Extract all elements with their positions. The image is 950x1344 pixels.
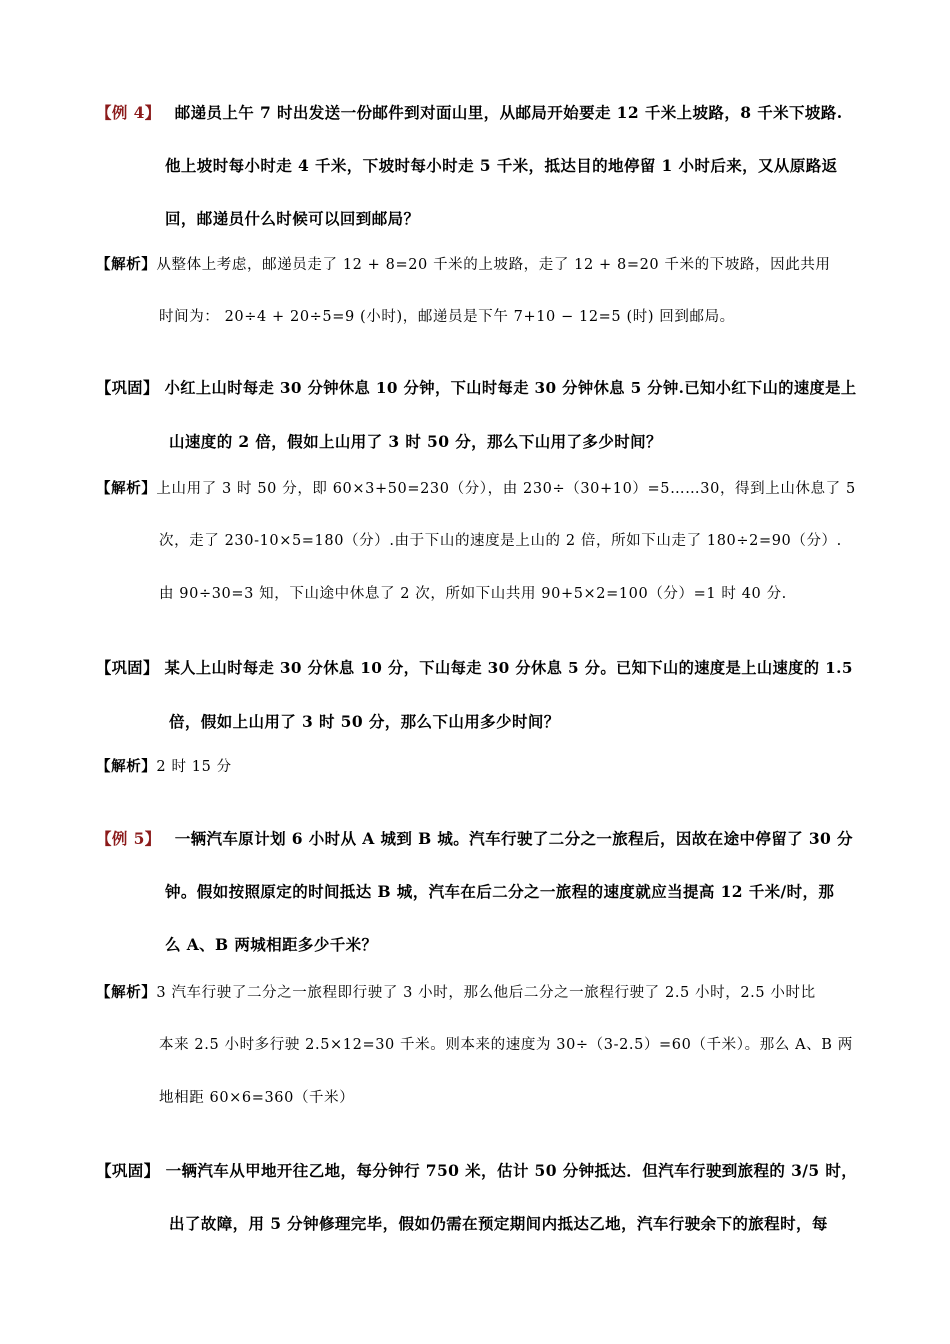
solution-2 xyxy=(96,462,864,621)
solution-line xyxy=(96,966,864,1019)
question-text: 邮递员上午 7 时出发送一份邮件到对面山里，从邮局开始要走 12 千米上坡路，8 千米下坡路. xyxy=(174,103,843,122)
solution-text: 3 汽车行驶了二分之一旅程即行驶了 3 小时，那么他后二分之一旅程行驶了 2.5 小时，2.5 小时比 xyxy=(156,985,816,1001)
question-line xyxy=(96,812,864,865)
practice-tag: 【巩固】 xyxy=(96,659,159,677)
solution-line: 由 90÷30=3 知，下山途中休息了 2 次，所如下山共用 90+5×2=100（分）=1 时 40 分. xyxy=(159,586,787,602)
solution-tag: 【解析】 xyxy=(96,758,157,775)
solution-4 xyxy=(96,966,864,1125)
question-text: 某人上山时每走 30 分休息 10 分，下山每走 30 分休息 5 分。已知下山的速度是上山速度的 1.5 xyxy=(164,659,853,677)
question-line: 回，邮递员什么时候可以回到邮局？ xyxy=(165,209,420,228)
solution-tag: 【解析】 xyxy=(96,480,157,497)
solution-text: 从整体上考虑，邮递员走了 12 + 8=20 千米的上坡路，走了 12 + 8=20 千米的下坡路，因此共用 xyxy=(156,257,831,273)
practice-tag: 【巩固】 xyxy=(96,379,159,397)
question-text: 一辆汽车从甲地开往乙地，每分钟行 750 米，估计 50 分钟抵达．但汽车行驶到旅程的 3/5 时， xyxy=(165,1161,858,1180)
question-text: 小红上山时每走 30 分钟休息 10 分钟，下山时每走 30 分钟休息 5 分钟.已知小红下山的速度是上 xyxy=(164,379,857,397)
solution-line: 时间为： 20÷4 + 20÷5=9 (小时)，邮递员是下午 7+10 − 12=5 (时) 回到邮局。 xyxy=(159,309,735,325)
solution-3 xyxy=(96,740,864,793)
example-tag: 【例 5】 xyxy=(96,829,161,848)
question-line xyxy=(96,1144,864,1197)
solution-1 xyxy=(96,238,864,344)
question-line xyxy=(96,362,864,415)
question-text: 一辆汽车原计划 6 小时从 A 城到 B 城。汽车行驶了二分之一旅程后，因故在途中停留了 30 分 xyxy=(174,829,853,848)
solution-line xyxy=(96,462,864,515)
practice-tag: 【巩固】 xyxy=(96,1161,160,1180)
solution-line xyxy=(96,740,864,793)
solution-line xyxy=(96,238,864,291)
question-line: 么 A、B 两城相距多少千米？ xyxy=(165,935,378,954)
solution-tag: 【解析】 xyxy=(96,256,157,273)
practice-1 xyxy=(96,362,864,468)
solution-text: 上山用了 3 时 50 分，即 60×3+50=230（分），由 230÷（30+10）=5……30，得到上山休息了 5 xyxy=(156,481,856,497)
question-line: 倍，假如上山用了 3 时 50 分，那么下山用多少时间？ xyxy=(169,712,560,731)
question-line xyxy=(96,642,864,695)
question-line: 出了故障，用 5 分钟修理完毕，假如仍需在预定期间内抵达乙地，汽车行驶余下的旅程时，每 xyxy=(169,1214,828,1233)
question-line: 钟。假如按照原定的时间抵达 B 城，汽车在后二分之一旅程的速度就应当提高 12 千米/时，那 xyxy=(165,882,835,901)
practice-3 xyxy=(96,1144,864,1250)
solution-text: 2 时 15 分 xyxy=(156,759,232,775)
question-line: 他上坡时每小时走 4 千米，下坡时每小时走 5 千米，抵达目的地停留 1 小时后来，又从原路返 xyxy=(165,156,838,175)
example-5 xyxy=(96,812,864,971)
question-line: 山速度的 2 倍，假如上山用了 3 时 50 分，那么下山用了多少时间？ xyxy=(169,432,662,451)
solution-line: 本来 2.5 小时多行驶 2.5×12=30 千米。则本来的速度为 30÷（3-2.5）=60（千米）。那么 A、B 两 xyxy=(159,1037,853,1053)
solution-tag: 【解析】 xyxy=(96,984,157,1001)
example-4 xyxy=(96,86,864,245)
solution-line: 地相距 60×6=360（千米） xyxy=(159,1090,355,1106)
example-tag: 【例 4】 xyxy=(96,103,161,122)
solution-line: 次，走了 230-10×5=180（分）.由于下山的速度是上山的 2 倍，所如下山走了 180÷2=90（分）. xyxy=(159,533,842,549)
practice-2 xyxy=(96,642,864,748)
question-line xyxy=(96,86,864,139)
